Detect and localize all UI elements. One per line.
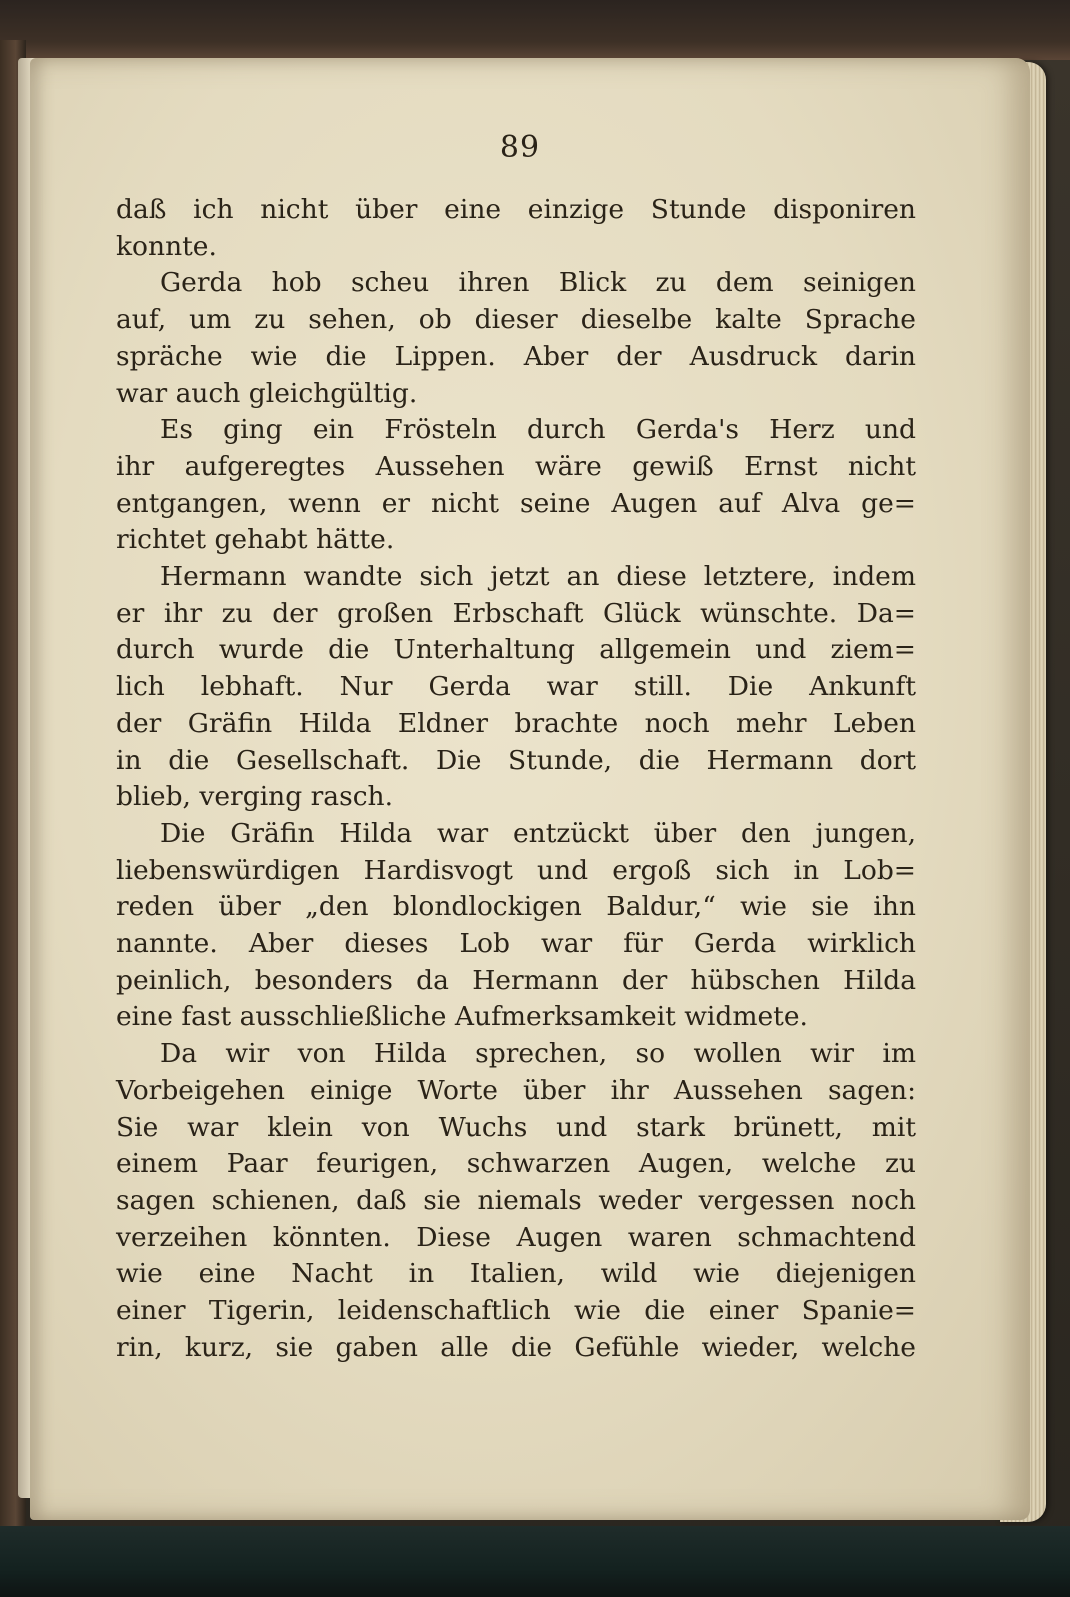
text-line: entgangen, wenn er nicht seine Augen auf Alva ge= (116, 487, 916, 519)
text-line: peinlich, besonders da Hermann der hübschen Hilda (116, 964, 916, 996)
book-cover-bottom (0, 1526, 1070, 1597)
text-line: daß ich nicht über eine einzige Stunde disponiren (116, 194, 916, 225)
text-line: reden über „den blondlockigen Baldur,“ wie sie ihn (116, 891, 916, 923)
page-text (116, 192, 916, 1367)
text-line: eine fast ausschließliche Aufmerksamkeit widmete. (116, 1001, 808, 1033)
text-line: Gerda hob scheu ihren Blick zu dem seinigen (160, 267, 916, 299)
text-line: konnte. (116, 230, 217, 262)
text-line: durch wurde die Unterhaltung allgemein und ziem= (116, 634, 916, 666)
text-line: auf, um zu sehen, ob dieser dieselbe kalte Sprache (116, 304, 916, 336)
text-line: der Gräfin Hilda Eldner brachte noch mehr Leben (116, 707, 916, 739)
book-cover-top (0, 0, 1070, 60)
text-line: in die Gesellschaft. Die Stunde, die Hermann dort (116, 744, 916, 776)
text-line: lich lebhaft. Nur Gerda war still. Die Ankunft (116, 671, 916, 703)
text-line: war auch gleichgültig. (116, 377, 418, 409)
text-line: ihr aufgeregtes Aussehen wäre gewiß Ernst nicht (116, 450, 916, 482)
text-line: Sie war klein von Wuchs und stark brünett, mit (116, 1111, 916, 1143)
text-line: einer Tigerin, leidenschaftlich wie die einer Spanie= (116, 1295, 916, 1327)
text-line: verzeihen könnten. Diese Augen waren schmachtend (116, 1221, 916, 1253)
text-line: Hermann wandte sich jetzt an diese letztere, indem (160, 561, 916, 593)
text-line: spräche wie die Lippen. Aber der Ausdruck darin (116, 340, 916, 372)
text-line: einem Paar feurigen, schwarzen Augen, welche zu (116, 1148, 916, 1180)
text-line: er ihr zu der großen Erbschaft Glück wünschte. Da= (116, 597, 916, 629)
text-line: nannte. Aber dieses Lob war für Gerda wirklich (116, 928, 916, 960)
text-line: richtet gehabt hätte. (116, 524, 395, 556)
text-line: Die Gräfin Hilda war entzückt über den jungen, (160, 817, 916, 849)
text-line: blieb, verging rasch. (116, 781, 394, 813)
text-line: rin, kurz, sie gaben alle die Gefühle wieder, welche (116, 1331, 916, 1363)
page-number: 89 (499, 130, 541, 165)
text-line: Da wir von Hilda sprechen, so wollen wir im (160, 1038, 916, 1070)
text-line: wie eine Nacht in Italien, wild wie diejenigen (116, 1258, 916, 1290)
text-line: Es ging ein Frösteln durch Gerda's Herz und (160, 414, 916, 446)
text-line: sagen schienen, daß sie niemals weder vergessen noch (116, 1184, 916, 1216)
text-line: liebenswürdigen Hardisvogt und ergoß sich in Lob= (116, 854, 916, 886)
text-line: Vorbeigehen einige Worte über ihr Aussehen sagen: (116, 1074, 916, 1106)
